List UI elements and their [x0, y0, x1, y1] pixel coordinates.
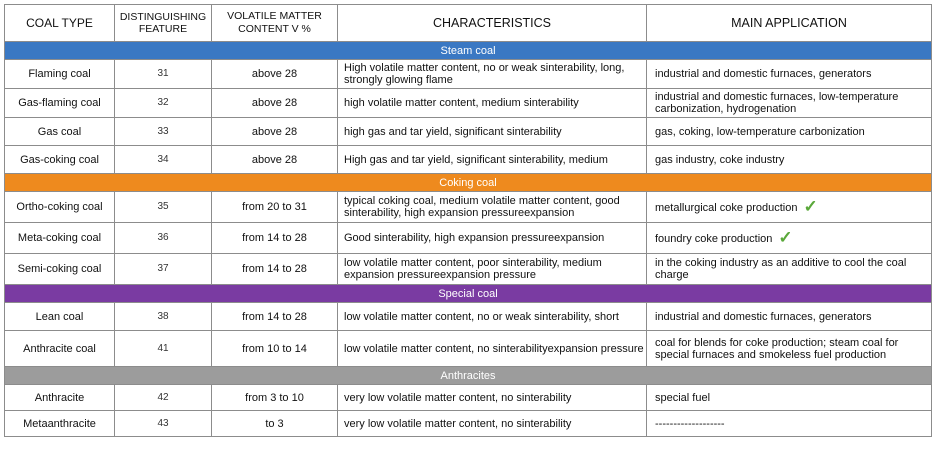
table-row: [5, 89, 932, 118]
cell-characteristics: low volatile matter content, no or weak sinterability, short: [338, 303, 647, 331]
cell-volatile: above 28: [212, 118, 338, 146]
cell-volatile: from 14 to 28: [212, 223, 338, 254]
cell-application: in the coking industry as an additive to cool the coal charge: [647, 254, 932, 285]
cell-feature: 43: [115, 411, 212, 437]
group-header-anthracites: [5, 367, 932, 385]
cell-coal-type: Semi-coking coal: [5, 254, 115, 285]
cell-coal-type: Lean coal: [5, 303, 115, 331]
coal-classification-table-wrapper: [4, 4, 931, 437]
cell-application: -------------------: [647, 411, 932, 437]
header-distinguishing-feature: DISTINGUISHING FEATURE: [115, 5, 212, 42]
cell-characteristics: low volatile matter content, no sinterabilityexpansion pressure: [338, 331, 647, 367]
cell-feature: 42: [115, 385, 212, 411]
table-row: [5, 303, 932, 331]
cell-application: [647, 223, 932, 254]
cell-feature: 37: [115, 254, 212, 285]
cell-application: [647, 192, 932, 223]
cell-characteristics: Good sinterability, high expansion pressureexpansion: [338, 223, 647, 254]
cell-volatile: above 28: [212, 146, 338, 174]
cell-application: industrial and domestic furnaces, low-temperature carbonization, hydrogenation: [647, 89, 932, 118]
cell-coal-type: Gas-coking coal: [5, 146, 115, 174]
cell-coal-type: Flaming coal: [5, 60, 115, 89]
header-volatile-matter: VOLATILE MATTER CONTENT V %: [212, 5, 338, 42]
header-main-application: MAIN APPLICATION: [647, 5, 932, 42]
group-title-coking: Coking coal: [5, 174, 932, 192]
application-text: foundry coke production: [655, 232, 773, 245]
table-row: [5, 60, 932, 89]
group-header-steam: [5, 42, 932, 60]
header-characteristics: CHARACTERISTICS: [338, 5, 647, 42]
cell-volatile: from 14 to 28: [212, 303, 338, 331]
cell-characteristics: very low volatile matter content, no sinterability: [338, 385, 647, 411]
cell-coal-type: Gas-flaming coal: [5, 89, 115, 118]
group-title-anthracites: Anthracites: [5, 367, 932, 385]
cell-coal-type: Gas coal: [5, 118, 115, 146]
table-row: [5, 118, 932, 146]
table-row: [5, 146, 932, 174]
cell-coal-type: Ortho-coking coal: [5, 192, 115, 223]
cell-volatile: above 28: [212, 60, 338, 89]
cell-coal-type: Anthracite coal: [5, 331, 115, 367]
cell-volatile: above 28: [212, 89, 338, 118]
cell-coal-type: Anthracite: [5, 385, 115, 411]
cell-characteristics: high gas and tar yield, significant sinterability: [338, 118, 647, 146]
header-coal-type: COAL TYPE: [5, 5, 115, 42]
cell-feature: 32: [115, 89, 212, 118]
cell-characteristics: high volatile matter content, medium sinterability: [338, 89, 647, 118]
table-row: [5, 331, 932, 367]
group-header-special: [5, 285, 932, 303]
cell-characteristics: low volatile matter content, poor sinterability, medium expansion pressureexpansion pressure: [338, 254, 647, 285]
cell-feature: 34: [115, 146, 212, 174]
checkmark-icon: ✓: [803, 196, 818, 216]
cell-application: special fuel: [647, 385, 932, 411]
cell-volatile: from 10 to 14: [212, 331, 338, 367]
cell-application: industrial and domestic furnaces, generators: [647, 303, 932, 331]
application-text: metallurgical coke production: [655, 201, 798, 214]
cell-feature: 35: [115, 192, 212, 223]
cell-characteristics: very low volatile matter content, no sinterability: [338, 411, 647, 437]
table-row: [5, 411, 932, 437]
cell-coal-type: Metaanthracite: [5, 411, 115, 437]
group-title-special: Special coal: [5, 285, 932, 303]
group-title-steam: Steam coal: [5, 42, 932, 60]
table-row: [5, 254, 932, 285]
cell-feature: 33: [115, 118, 212, 146]
cell-volatile: from 14 to 28: [212, 254, 338, 285]
cell-feature: 31: [115, 60, 212, 89]
table-row: [5, 192, 932, 223]
checkmark-icon: ✓: [778, 227, 793, 247]
cell-application: gas, coking, low-temperature carbonization: [647, 118, 932, 146]
cell-characteristics: High gas and tar yield, significant sinterability, medium: [338, 146, 647, 174]
cell-coal-type: Meta-coking coal: [5, 223, 115, 254]
cell-volatile: to 3: [212, 411, 338, 437]
cell-volatile: from 3 to 10: [212, 385, 338, 411]
cell-volatile: from 20 to 31: [212, 192, 338, 223]
coal-classification-table: [4, 4, 932, 437]
table-row: [5, 223, 932, 254]
header-row: [5, 5, 932, 42]
cell-feature: 36: [115, 223, 212, 254]
cell-feature: 38: [115, 303, 212, 331]
cell-application: gas industry, coke industry: [647, 146, 932, 174]
cell-characteristics: High volatile matter content, no or weak sinterability, long, strongly glowing flame: [338, 60, 647, 89]
cell-feature: 41: [115, 331, 212, 367]
cell-application: industrial and domestic furnaces, generators: [647, 60, 932, 89]
cell-characteristics: typical coking coal, medium volatile matter content, good sinterability, high expansion pressureexpansion: [338, 192, 647, 223]
table-row: [5, 385, 932, 411]
group-header-coking: [5, 174, 932, 192]
cell-application: coal for blends for coke production; steam coal for special furnaces and smokeless fuel production: [647, 331, 932, 367]
